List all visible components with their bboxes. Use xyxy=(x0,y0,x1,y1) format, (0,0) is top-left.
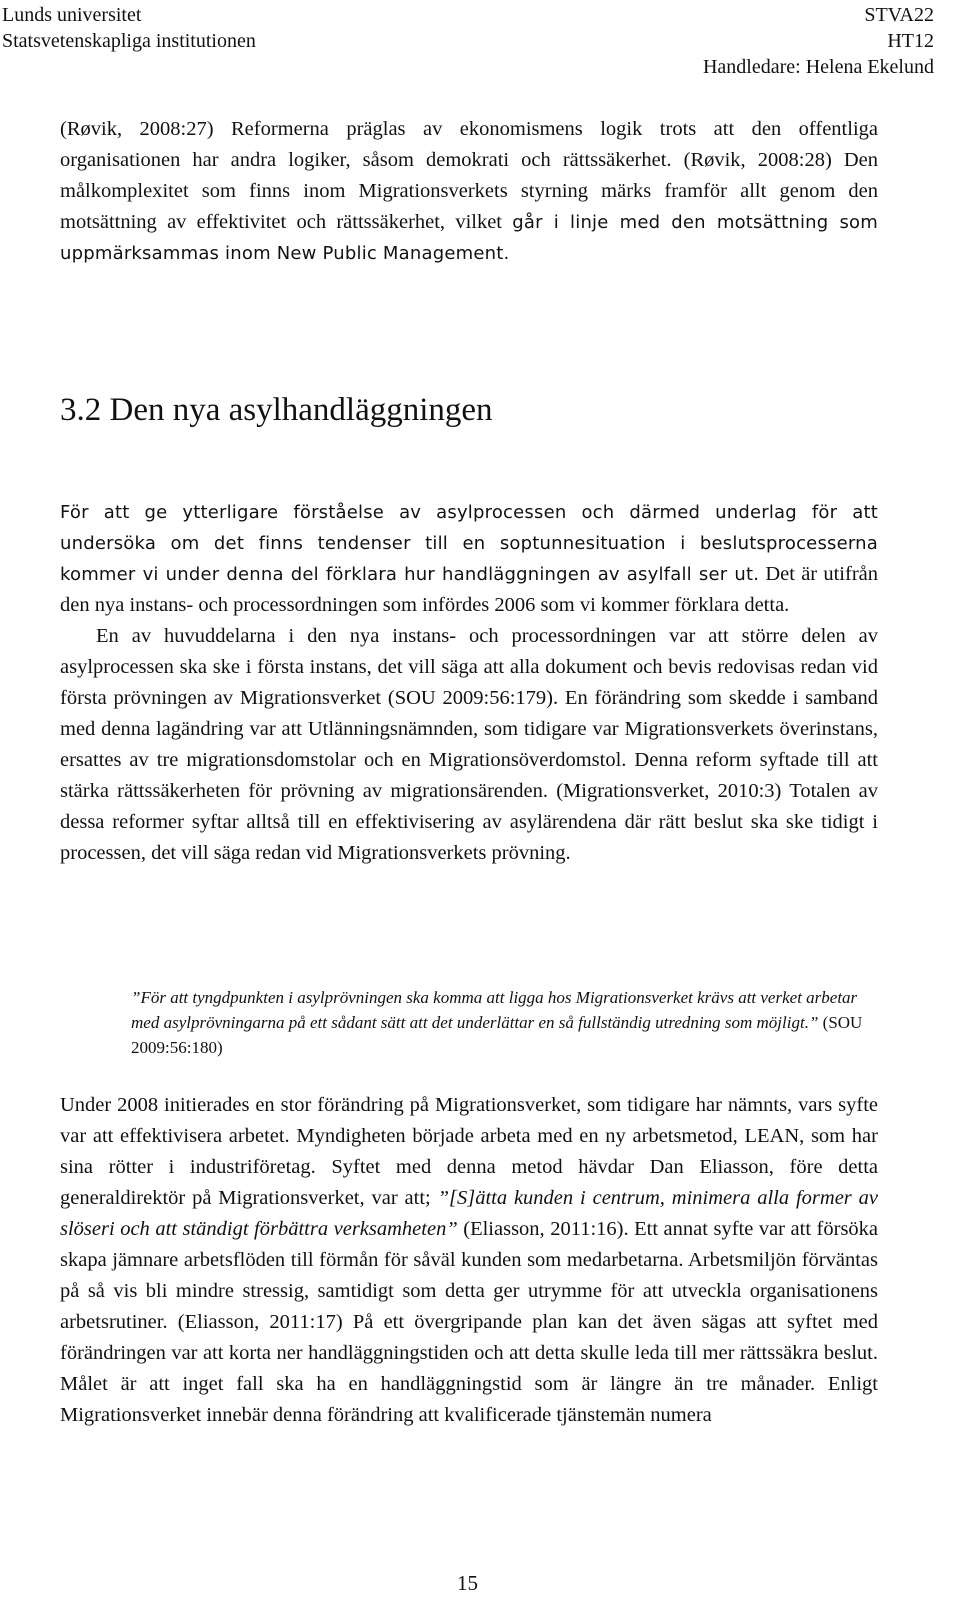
paragraph-2: En av huvuddelarna i den nya instans- och processordningen var att större delen av asylprocessen ska ske i första instans, det vill säga att alla dokument och bevis redovisas redan vid första prövningen av Migrationsverket (SOU 2009:56:179). En förändring som skedde i samband med denna lagändring var att Utlänningsnämnden, som tidigare var Migrationsverkets överinstans, ersattes av tre migrationsdomstolar och en Migrationsöverdomstol. Denna reform syftade till att stärka rättssäkerheten för prövning av migrationsärenden. (Migrationsverket, 2010:3) Totalen av dessa reformer syftar alltså till en effektivisering av asylärendena där rätt beslut ska ske tidigt i processen, det vill säga redan vid Migrationsverkets prövning. xyxy=(60,625,878,864)
department-name: Statsvetenskapliga institutionen xyxy=(2,30,256,52)
section-heading: 3.2 Den nya asylhandläggningen xyxy=(60,392,493,428)
quote-text: ”För att tyngdpunkten i asylprövningen ska komma att ligga hos Migrationsverket krävs att verket arbetar med asylprövningarna på ett sådant sätt att det underlättar en så fullständig utredning som möjligt.” xyxy=(131,988,858,1032)
paragraph-1-text: Det är utifrån den nya instans- och processordningen som infördes 2006 som vi kommer förklara detta. xyxy=(60,563,879,616)
header-left xyxy=(2,2,256,54)
paragraph-1 xyxy=(60,497,878,621)
quote-citation: (SOU 2009:56:180) xyxy=(131,1013,863,1057)
paragraph-3-quote: ”[S]ätta kunden i centrum, minimera alla former av slöseri och att ständigt förbättra verksamheten” xyxy=(60,1187,878,1240)
paragraph-3-before: Under 2008 initierades en stor förändring på Migrationsverket, som tidigare har nämnts, vars syfte var att effektivisera arbetet. Myndigheten började arbeta med en ny arbetsmetod, LEAN, som har sina rötter i industriföretag. Syftet med denna metod hävdar Dan Eliasson, före detta generaldirektör på Migrationsverket, var att; xyxy=(60,1094,878,1209)
term-code: HT12 xyxy=(887,30,934,52)
body-block xyxy=(60,497,878,869)
university-name: Lunds universitet xyxy=(2,4,142,26)
page-number: 15 xyxy=(457,1571,478,1595)
lower-block xyxy=(60,1090,878,1431)
intro-text: (Røvik, 2008:27) Reformerna präglas av ekonomismens logik trots att den offentliga organisationen har andra logiker, såsom demokrati och rättssäkerhet. (Røvik, 2008:28) Den målkomplexitet som finns inom Migrationsverkets styrning märks framför allt genom den motsättning av effektivitet och rättssäkerhet, vilket xyxy=(60,118,878,233)
course-code: STVA22 xyxy=(864,4,934,26)
supervisor-name: Handledare: Helena Ekelund xyxy=(702,56,934,78)
header-right xyxy=(703,2,934,80)
intro-paragraph xyxy=(60,114,878,269)
paragraph-3-after: (Eliasson, 2011:16). Ett annat syfte var att försöka skapa jämnare arbetsflöden till förmån för såväl kunden som medarbetarna. Arbetsmiljön förväntas på så vis bli mindre stressig, samtidigt som detta ger utrymme för att utveckla organisationens arbetsrutiner. (Eliasson, 2011:17) På ett övergripande plan kan det även sägas att syftet med förändringen var att korta ner handläggningstiden och att detta skulle leda till mer rättssäkra beslut. Målet är att inget fall ska ha en handläggningstid som är längre än tre månader. Enligt Migrationsverket innebär denna förändring att kvalificerade tjänstemän numera xyxy=(60,1218,879,1426)
intro-block xyxy=(60,114,878,269)
intro-text-sans: går i linje med den motsättning som uppmärksammas inom New Public Management. xyxy=(60,212,878,264)
paragraph-3 xyxy=(60,1090,878,1431)
block-quote xyxy=(131,985,871,1060)
paragraph-1-sans: För att ge ytterligare förståelse av asylprocessen och därmed underlag för att undersöka om det finns tendenser till en soptunnesituation i beslutsprocesserna kommer vi under denna del förklara hur handläggningen av asylfall ser ut. xyxy=(60,502,878,585)
